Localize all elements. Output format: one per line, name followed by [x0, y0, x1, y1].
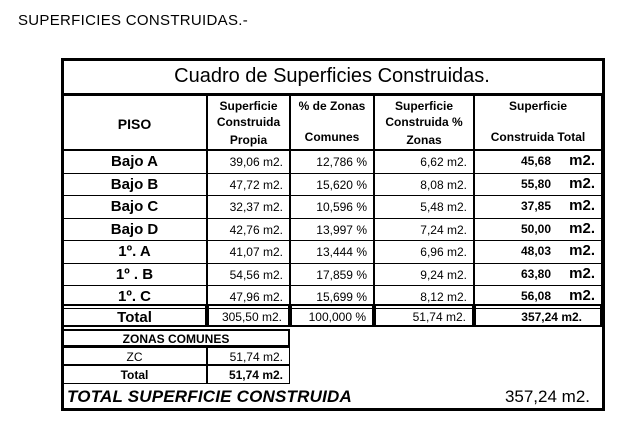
table-cell-zonas [374, 150, 474, 174]
header-piso-text: PISO [117, 116, 152, 132]
table-cell-pct-text: 10,596 % [316, 200, 367, 214]
header-sup-zonas-line1: Superficie [394, 99, 454, 113]
table-cell-pct [290, 150, 374, 174]
table-cell-propia-text: 47,72 m2. [229, 177, 283, 192]
table-cell-pct [290, 173, 374, 197]
table-cell-total-text: 37,85 [520, 199, 551, 213]
table-cell-total [474, 173, 602, 197]
total-row-label-text: Total [117, 309, 152, 326]
table-cell-piso-text: 1º. A [118, 243, 151, 260]
header-zonas-line2: Comunes [304, 130, 360, 144]
header-sup-total-line1: Superficie [508, 99, 568, 113]
table-cell-propia [207, 173, 290, 197]
table-cell-unit-text: m2. [569, 287, 595, 304]
table-cell-zonas [374, 173, 474, 197]
table-cell-piso [62, 150, 207, 174]
zc-row-value-text: 51,74 m2. [229, 350, 283, 364]
header-sup-zonas [374, 95, 474, 150]
table-cell-piso-text: Bajo B [110, 175, 159, 193]
table-cell-total [474, 218, 602, 242]
table-cell-zonas-text: 8,08 m2. [420, 177, 467, 192]
total-row-zonas-text: 51,74 m2. [412, 310, 466, 324]
table-cell-pct-text: 12,786 % [316, 155, 367, 169]
table-cell-unit-text: m2. [569, 219, 595, 237]
page-heading: SUPERFICIES CONSTRUIDAS.- [18, 12, 249, 29]
grand-total-label: TOTAL SUPERFICIE CONSTRUIDA [67, 387, 352, 406]
table-cell-propia [207, 150, 290, 174]
zc-row-label-text: ZC [126, 350, 143, 364]
table-cell-piso [62, 240, 207, 264]
table-cell-unit-text: m2. [569, 264, 595, 282]
table-cell-pct-text: 13,444 % [316, 245, 367, 259]
zc-row-value [207, 347, 290, 365]
table-cell-total [474, 263, 602, 287]
table-cell-propia [207, 218, 290, 242]
header-sup-propia [207, 95, 290, 150]
table-cell-pct-text: 15,620 % [316, 177, 367, 192]
total-row-total-text: 357,24 m2. [521, 310, 582, 324]
table-cell-total-text: 48,03 [520, 244, 551, 258]
table-cell-zonas [374, 195, 474, 219]
table-cell-zonas-text: 6,96 m2. [420, 245, 467, 259]
table-cell-piso-text: Bajo D [110, 220, 159, 238]
table-cell-propia-text: 32,37 m2. [229, 200, 283, 214]
table-cell-unit-text: m2. [569, 197, 595, 214]
total-row-propia-text: 305,50 m2. [221, 310, 282, 324]
table-cell-propia [207, 195, 290, 219]
table-cell-piso-text: 1º. C [118, 288, 151, 305]
table-cell-piso-text: Bajo C [110, 198, 159, 215]
table-cell-total-text: 55,80 [520, 176, 551, 191]
header-sup-propia-line1: Superficie [219, 99, 278, 113]
table-title: Cuadro de Superficies Construidas. [62, 59, 602, 95]
table-cell-zonas-text: 5,48 m2. [420, 200, 467, 214]
table-cell-pct [290, 218, 374, 242]
table-cell-unit-text: m2. [569, 152, 595, 169]
table-cell-zonas-text: 7,24 m2. [420, 222, 467, 237]
table-cell-zonas [374, 263, 474, 287]
table-cell-propia [207, 263, 290, 287]
total-row-label [62, 304, 207, 327]
zonas-comunes-title [62, 329, 290, 347]
table-cell-total [474, 240, 602, 264]
table-cell-zonas [374, 240, 474, 264]
header-sup-zonas-line3: Zonas [406, 133, 442, 147]
header-zonas [290, 95, 374, 150]
table-cell-propia-text: 54,56 m2. [229, 267, 283, 282]
table-cell-propia-text: 39,06 m2. [229, 155, 283, 169]
total-row-pct-text: 100,000 % [308, 310, 366, 324]
table-cell-pct [290, 195, 374, 219]
table-cell-piso [62, 195, 207, 219]
header-piso [62, 95, 207, 150]
table-cell-unit-text: m2. [569, 174, 595, 192]
table-cell-pct-text: 15,699 % [316, 290, 367, 304]
header-sup-total-line2: Construida Total [490, 130, 586, 144]
table-cell-pct-text: 17,859 % [316, 267, 367, 282]
table-cell-zonas-text: 9,24 m2. [420, 267, 467, 282]
header-sup-propia-line2: Construida [216, 115, 281, 129]
zc-total-value [207, 365, 290, 384]
table-cell-unit-text: m2. [569, 242, 595, 259]
zc-row-label [62, 347, 207, 365]
table-cell-total-text: 56,08 [520, 289, 551, 303]
table-cell-piso [62, 173, 207, 197]
table-cell-zonas-text: 8,12 m2. [420, 290, 467, 304]
table-cell-propia-text: 42,76 m2. [229, 222, 283, 237]
table-cell-total-text: 50,00 [520, 221, 551, 236]
table-cell-total [474, 195, 602, 219]
header-sup-zonas-line2: Construida % [385, 115, 463, 129]
table-cell-propia-text: 41,07 m2. [229, 245, 283, 259]
header-zonas-line1: % de Zonas [298, 99, 366, 113]
zonas-comunes-title-text: ZONAS COMUNES [122, 332, 230, 346]
table-cell-piso-text: 1º . B [115, 265, 154, 283]
table-cell-propia [207, 240, 290, 264]
zc-total-label-text: Total [120, 368, 149, 382]
grand-total-value: 357,24 m2. [504, 387, 590, 406]
table-cell-pct-text: 13,997 % [316, 222, 367, 237]
table-cell-propia-text: 47,96 m2. [229, 290, 283, 304]
total-row-pct [290, 304, 374, 327]
table-cell-piso-text: Bajo A [111, 153, 158, 170]
zc-total-label [62, 365, 207, 384]
total-row-total [474, 304, 602, 327]
table-cell-piso [62, 218, 207, 242]
table-cell-zonas-text: 6,62 m2. [420, 155, 467, 169]
header-sup-total [474, 95, 602, 150]
table-cell-total-text: 63,80 [520, 266, 551, 281]
header-sup-propia-line3: Propia [229, 133, 268, 147]
table-cell-total [474, 150, 602, 174]
table-cell-total-text: 45,68 [520, 154, 551, 168]
grand-total-row [64, 385, 602, 407]
total-row-zonas [374, 304, 474, 327]
zc-total-value-text: 51,74 m2. [228, 368, 283, 382]
table-cell-zonas [374, 218, 474, 242]
table-cell-piso [62, 263, 207, 287]
table-cell-pct [290, 240, 374, 264]
total-row-propia [207, 304, 290, 327]
table-cell-pct [290, 263, 374, 287]
